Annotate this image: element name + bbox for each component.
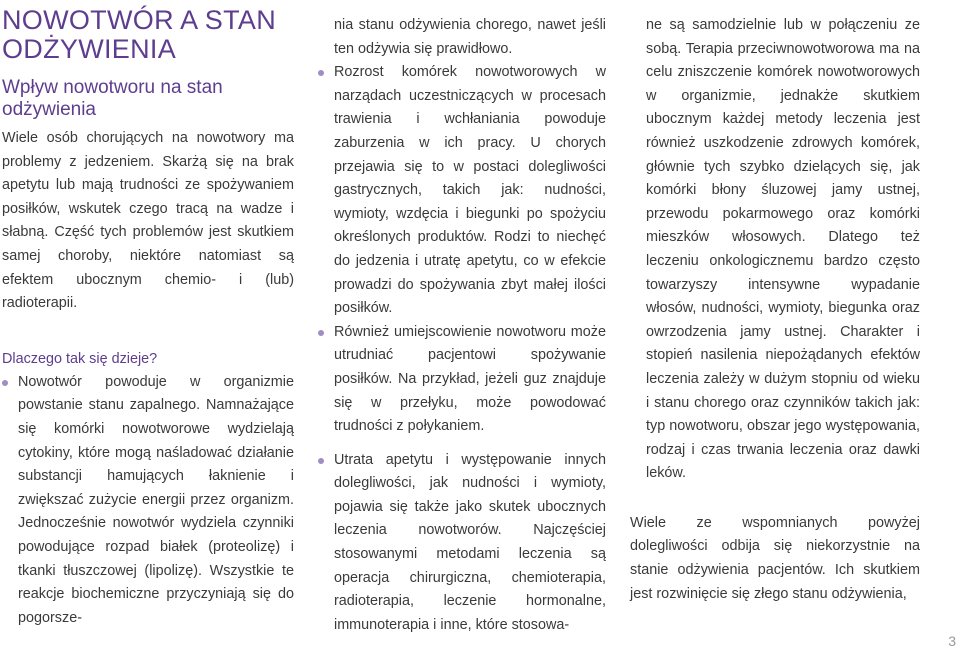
bullet-item <box>318 449 606 638</box>
bullet-item <box>2 371 294 631</box>
page-number: 3 <box>948 633 956 649</box>
bullet-item <box>318 61 606 321</box>
bullet-text: Również umiejscowienie nowotworu może utrudniać pacjentowi spożywanie posiłków. Na przykład, jeżeli guz znajduje się w przełyku, może powodować trudności z połykaniem. <box>334 323 606 435</box>
column-3 <box>630 0 920 606</box>
continued-text: ne są samodzielnie lub w połączeniu ze sobą. Terapia przeciwnowotworowa ma na celu zniszczenie komórek nowotworowych w organizmie, jednakże skutkiem ubocznym każdej metody leczenia jest również uszkodzenie zdrowych komórek, głównie tych szybko dzielących się, jak komórki błony śluzowej jamy ustnej, przewodu pokarmowego oraz komórki mieszków włosowych. Dlatego też leczeniu onkologicznemu bardzo często towarzyszy intensywne wypadanie włosów, nudności, wymioty, biegunka oraz owrzodzenia jamy ustnej. Charakter i stopień nasilenia niepożądanych efektów leczenia zależy w dużym stopniu od wieku i stanu chorego oraz czynników takich jak: typ nowotworu, obszar jego występowania, rodzaj i czas trwania leczenia oraz dawki leków. <box>646 17 920 482</box>
section-subtitle: Wpływ nowotworu na stan odżywienia <box>2 77 223 120</box>
bullet-text: Utrata apetytu i występowanie innych dolegliwości, jak nudności i wymioty, pojawia się także jako skutek ubocznych leczenia nowotworów. Najczęściej stosowanymi metodami leczenia są operacja chirurgiczna, chemioterapia, radioterapia, leczenie hormonalne, immunoterapia i inne, które stosowa- <box>334 451 606 633</box>
intro-paragraph: Wiele osób chorujących na nowotwory ma problemy z jedzeniem. Skarżą się na brak apetytu lub mają trudności ze spożywaniem posiłków, wskutek czego tracą na wadze i słabną. Część tych problemów jest skutkiem samej choroby, niektóre natomiast są efektem ubocznym chemio- i (lub) radioterapii. <box>2 130 294 312</box>
continued-text: nia stanu odżywienia chorego, nawet jeśli ten odżywia się prawidłowo. <box>334 17 606 57</box>
bullet-text: Nowotwór powoduje w organizmie powstanie stanu zapalnego. Namnażające się komórki nowotworowe wydzielają cytokiny, które mogą naśladować działanie substancji hamujących łaknienie i zwiększać zużycie energii przez organizm. Jednocześnie nowotwór wydziela czynniki powodujące rozpad białek (proteolizę) i tkanki tłuszczowej (lipolizę). Wszystkie te reakcje biochemiczne przyczyniają się do pogorsze- <box>18 373 294 626</box>
page-title: NOWOTWÓR A STAN ODŻYWIENIA <box>2 5 276 64</box>
section-heading: Dlaczego tak się dzieje? <box>2 350 158 367</box>
column-1 <box>2 0 294 630</box>
bullet-item <box>318 321 606 439</box>
column-2 <box>318 0 606 637</box>
bullet-dot-icon <box>318 70 324 76</box>
bullet-dot-icon <box>2 380 8 386</box>
bullet-dot-icon <box>318 458 324 464</box>
closing-paragraph: Wiele ze wspomnianych powyżej dolegliwości odbija się niekorzystnie na stanie odżywienia pacjentów. Ich skutkiem jest rozwinięcie się złego stanu odżywienia, <box>630 514 920 602</box>
bullet-text: Rozrost komórek nowotworowych w narządach uczestniczących w procesach trawienia i wchłaniania powoduje zaburzenia w ich pracy. U chorych przejawia się to w postaci dolegliwości gastrycznych, takich jak: nudności, wymioty, wzdęcia i biegunki po spożyciu określonych produktów. Rodzi to niechęć do jedzenia i utratę apetytu, co w efekcie prowadzi do spożywania zbyt małej ilości posiłków. <box>334 64 606 317</box>
bullet-dot-icon <box>318 330 324 336</box>
